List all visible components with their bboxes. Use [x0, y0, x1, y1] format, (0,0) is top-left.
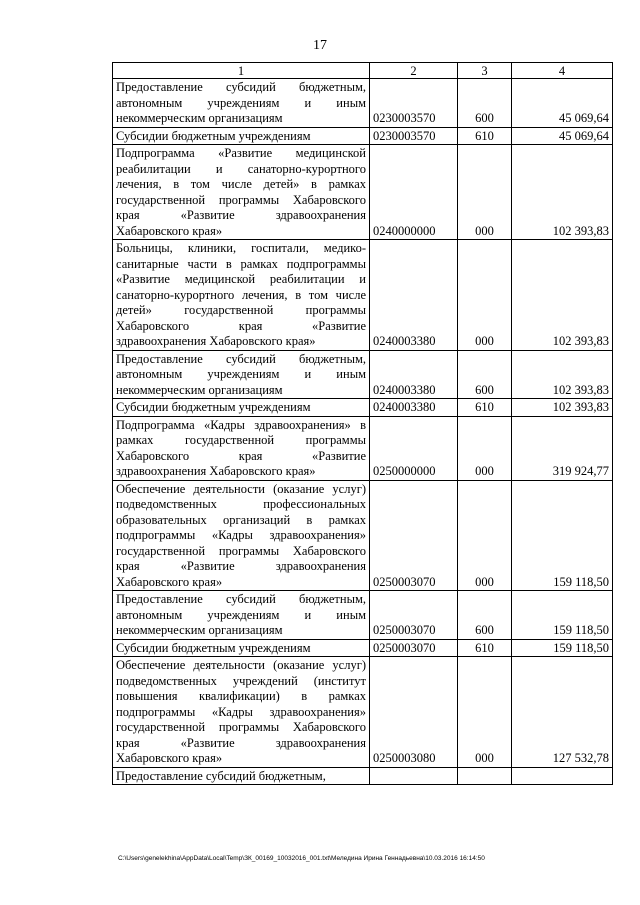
row-amount-cell: 127 532,78 — [512, 657, 613, 768]
table-row — [113, 240, 613, 351]
row-kind-cell: 610 — [458, 639, 512, 657]
page-number: 17 — [313, 38, 327, 53]
column-header-3: 3 — [458, 63, 512, 79]
column-header-2: 2 — [370, 63, 458, 79]
row-kind-cell: 000 — [458, 657, 512, 768]
footer-file-path: C:\Users\genelekhina\AppData\Local\Temp\ЗК_00169_10032016_001.txt\Меледина Ирина Геннадьевна\10.03.2016 16:14:50 — [118, 855, 485, 862]
row-name-cell: Субсидии бюджетным учреждениям — [113, 399, 370, 417]
row-kind-cell: 000 — [458, 480, 512, 591]
row-code-cell: 0250003070 — [370, 639, 458, 657]
table-row — [113, 399, 613, 417]
row-amount-cell: 159 118,50 — [512, 639, 613, 657]
row-code-cell: 0250003070 — [370, 480, 458, 591]
row-code-cell: 0240003380 — [370, 399, 458, 417]
column-header-4: 4 — [512, 63, 613, 79]
row-code-cell: 0240003380 — [370, 240, 458, 351]
row-kind-cell — [458, 767, 512, 785]
row-name-cell: Обеспечение деятельности (оказание услуг) подведомственных профессиональных образовательных организаций в рамках подпрограммы «Кадры здравоохранения» государственной программы Хабаровского края «Развитие здравоохранения Хабаровского края» — [113, 480, 370, 591]
table-row — [113, 591, 613, 640]
table-row — [113, 145, 613, 240]
row-code-cell: 0230003570 — [370, 79, 458, 128]
table-body — [113, 79, 613, 785]
row-code-cell: 0250003070 — [370, 591, 458, 640]
row-amount-cell: 159 118,50 — [512, 480, 613, 591]
row-name-cell: Предоставление субсидий бюджетным, автономным учреждениям и иным некоммерческим организациям — [113, 350, 370, 399]
row-kind-cell: 000 — [458, 240, 512, 351]
row-code-cell: 0240003380 — [370, 350, 458, 399]
table-row — [113, 416, 613, 480]
row-amount-cell: 159 118,50 — [512, 591, 613, 640]
row-amount-cell: 102 393,83 — [512, 399, 613, 417]
row-amount-cell: 102 393,83 — [512, 240, 613, 351]
row-amount-cell: 102 393,83 — [512, 350, 613, 399]
row-name-cell: Предоставление субсидий бюджетным, — [113, 767, 370, 785]
table-row — [113, 639, 613, 657]
row-amount-cell: 319 924,77 — [512, 416, 613, 480]
table-row — [113, 350, 613, 399]
table-row — [113, 480, 613, 591]
row-kind-cell: 000 — [458, 416, 512, 480]
table-row — [113, 127, 613, 145]
row-code-cell: 0240000000 — [370, 145, 458, 240]
row-name-cell: Обеспечение деятельности (оказание услуг) подведомственных учреждений (институт повышения квалификации) в рамках подпрограммы «Кадры здравоохранения» государственной программы Хабаровского края «Развитие здравоохранения Хабаровского края» — [113, 657, 370, 768]
row-code-cell: 0250003080 — [370, 657, 458, 768]
row-kind-cell: 610 — [458, 127, 512, 145]
row-name-cell: Субсидии бюджетным учреждениям — [113, 639, 370, 657]
row-kind-cell: 600 — [458, 350, 512, 399]
row-amount-cell: 45 069,64 — [512, 79, 613, 128]
row-kind-cell: 600 — [458, 591, 512, 640]
row-amount-cell: 45 069,64 — [512, 127, 613, 145]
row-name-cell: Предоставление субсидий бюджетным, автономным учреждениям и иным некоммерческим организациям — [113, 79, 370, 128]
column-header-1: 1 — [113, 63, 370, 79]
row-name-cell: Предоставление субсидий бюджетным, автономным учреждениям и иным некоммерческим организациям — [113, 591, 370, 640]
row-amount-cell — [512, 767, 613, 785]
row-name-cell: Подпрограмма «Кадры здравоохранения» в рамках государственной программы Хабаровского края «Развитие здравоохранения Хабаровского края» — [113, 416, 370, 480]
budget-table — [112, 62, 613, 785]
row-code-cell — [370, 767, 458, 785]
table-header-row — [113, 63, 613, 79]
table-row — [113, 767, 613, 785]
row-name-cell: Субсидии бюджетным учреждениям — [113, 127, 370, 145]
row-name-cell: Больницы, клиники, госпитали, медико-санитарные части в рамках подпрограммы «Развитие медицинской реабилитации и санаторно-курортного лечения, в том числе детей» государственной программы Хабаровского края «Развитие здравоохранения Хабаровского края» — [113, 240, 370, 351]
row-code-cell: 0230003570 — [370, 127, 458, 145]
row-amount-cell: 102 393,83 — [512, 145, 613, 240]
row-kind-cell: 610 — [458, 399, 512, 417]
table-row — [113, 79, 613, 128]
row-name-cell: Подпрограмма «Развитие медицинской реабилитации и санаторно-курортного лечения, в том числе детей» в рамках государственной программы Хабаровского края «Развитие здравоохранения Хабаровского края» — [113, 145, 370, 240]
row-code-cell: 0250000000 — [370, 416, 458, 480]
row-kind-cell: 000 — [458, 145, 512, 240]
row-kind-cell: 600 — [458, 79, 512, 128]
table-row — [113, 657, 613, 768]
